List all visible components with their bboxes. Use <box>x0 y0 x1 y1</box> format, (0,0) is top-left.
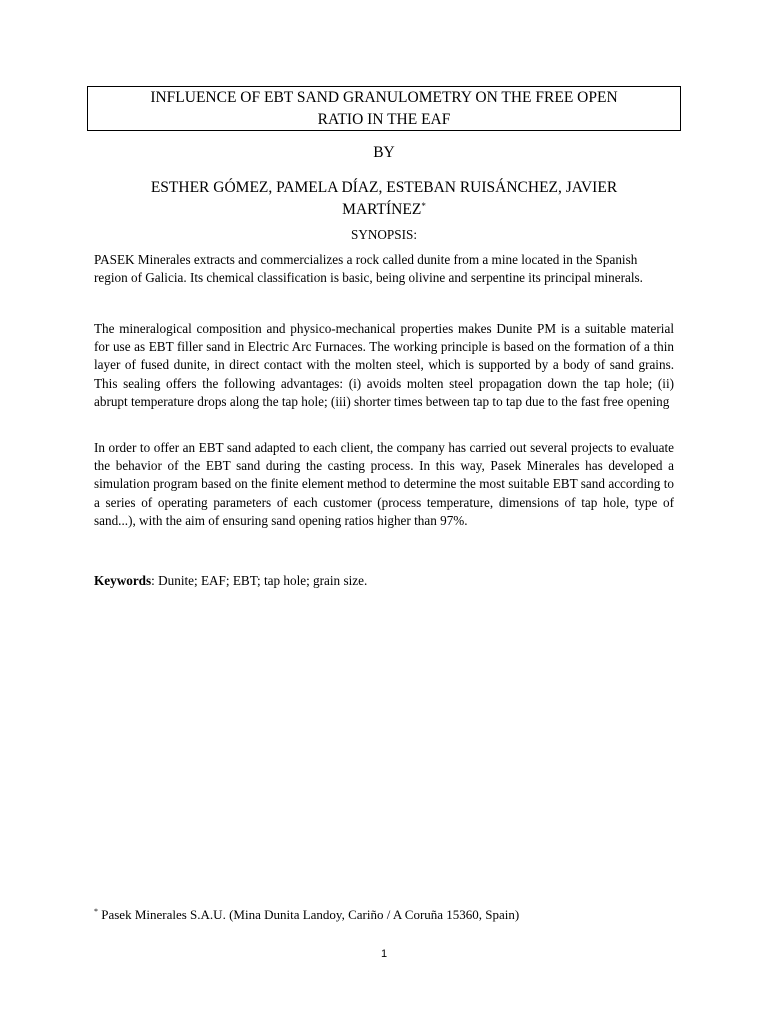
footnote-marker: * <box>94 907 98 916</box>
page-number: 1 <box>380 948 388 960</box>
title-box <box>87 86 681 131</box>
title-line-1: INFLUENCE OF EBT SAND GRANULOMETRY ON THE FREE OPEN <box>150 89 618 106</box>
paragraph-intro: PASEK Minerales extracts and commercializes a rock called dunite from a mine located in the Spanish region of Galicia. Its chemical classification is basic, being olivine and serpentine its principal minerals. <box>94 252 643 286</box>
title-line-2: RATIO IN THE EAF <box>317 111 451 128</box>
authors-line-1: ESTHER GÓMEZ, PAMELA DÍAZ, ESTEBAN RUISÁNCHEZ, JAVIER <box>150 179 618 196</box>
keywords-text: : Dunite; EAF; EBT; tap hole; grain size. <box>151 573 368 588</box>
by-label: BY <box>373 144 395 161</box>
footnote-text: Pasek Minerales S.A.U. (Mina Dunita Landoy, Cariño / A Coruña 15360, Spain) <box>98 907 520 922</box>
footnote <box>94 906 519 924</box>
synopsis-heading: SYNOPSIS: <box>351 227 417 242</box>
paragraph-simulation: In order to offer an EBT sand adapted to each client, the company has carried out several projects to evaluate the behavior of the EBT sand during the casting process. In this way, Pasek Minerales has developed a simulation program based on the finite element method to determine the most suitable EBT sand according to a series of operating parameters of each customer (process temperature, dimensions of tap hole, type of sand...), with the aim of ensuring sand opening ratios higher than 97%. <box>94 440 674 528</box>
authors-line-2 <box>110 199 658 221</box>
authors <box>110 177 658 221</box>
keywords-label: Keywords <box>94 573 152 588</box>
authors-last-name: MARTÍNEZ <box>342 201 422 218</box>
keywords-line <box>94 572 367 590</box>
author-footnote-marker: * <box>421 201 426 211</box>
paragraph-composition: The mineralogical composition and physico-mechanical properties makes Dunite PM is a suitable material for use as EBT filler sand in Electric Arc Furnaces. The working principle is based on the formation of a thin layer of fused dunite, in direct contact with the molten steel, which is supported by a body of sand grains. This sealing offers the following advantages: (i) avoids molten steel propagation down the tap hole; (ii) abrupt temperature drops along the tap hole; (iii) shorter times between tap to tap due to the fast free opening <box>94 321 674 409</box>
